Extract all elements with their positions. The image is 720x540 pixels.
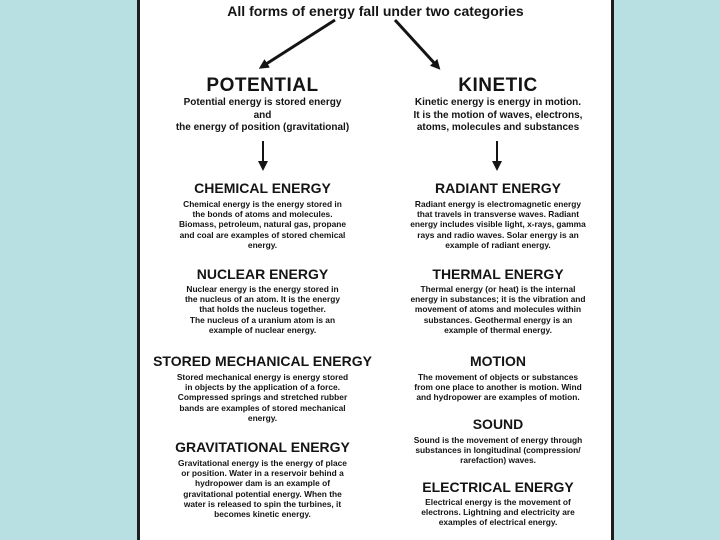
text-line: bands are examples of stored mechanical: [179, 402, 346, 413]
sound-heading: SOUND: [472, 416, 524, 432]
text-line: Chemical energy is the energy stored in: [183, 199, 342, 209]
text-line: substances. Geothermal energy is an: [423, 314, 573, 325]
diagram-sheet: [137, 0, 614, 540]
text-line: movement of atoms and molecules within: [414, 304, 582, 315]
text-line: and coal are examples of stored chemical: [179, 229, 346, 240]
thermal-energy-text: [385, 284, 611, 335]
text-line: from one place to another is motion. Wind: [414, 382, 582, 393]
gravitational-energy-text: [140, 458, 385, 519]
text-line: rarefaction) waves.: [460, 455, 536, 466]
text-line: Sound is the movement of energy through: [413, 435, 583, 445]
text-line: electrons. Lightning and electricity are: [421, 507, 575, 518]
text-line: energy.: [247, 239, 278, 250]
text-line: water is released to spin the turbines, it: [183, 498, 342, 509]
electrical-energy-text: [385, 497, 611, 528]
text-line: Nuclear energy is the energy stored in: [186, 284, 339, 294]
text-line: hydropower dam is an example of: [195, 478, 330, 489]
potential-desc-line: and: [253, 109, 272, 121]
nuclear-energy-text: [140, 284, 385, 335]
sound-text: [385, 435, 611, 466]
chemical-energy-heading: CHEMICAL ENERGY: [194, 180, 331, 196]
text-line: that holds the nucleus together.: [199, 304, 326, 315]
text-line: gravitational potential energy. When the: [183, 488, 342, 499]
text-line: The movement of objects or substances: [417, 372, 579, 382]
kinetic-desc-line: atoms, molecules and substances: [416, 122, 580, 133]
text-line: Compressed springs and stretched rubber: [177, 392, 348, 403]
kinetic-description: [385, 97, 611, 135]
text-line: energy includes visible light, x-rays, gamma: [410, 219, 586, 230]
text-line: or position. Water in a reservoir behind a: [181, 468, 344, 479]
kinetic-heading: KINETIC: [458, 75, 538, 96]
text-line: the nucleus of an atom. It is the energy: [185, 294, 340, 305]
text-line: example of radiant energy.: [445, 239, 551, 250]
text-line: Thermal energy (or heat) is the internal: [420, 284, 576, 294]
radiant-energy-text: [385, 199, 611, 250]
text-line: The nucleus of a uranium atom is an: [189, 314, 336, 325]
potential-desc-line: the energy of position (gravitational): [175, 122, 350, 133]
radiant-energy-heading: RADIANT ENERGY: [434, 180, 561, 196]
text-line: Electrical energy is the movement of: [425, 497, 571, 507]
text-line: becomes kinetic energy.: [214, 509, 311, 520]
kinetic-desc-line: Kinetic energy is energy in motion.: [414, 97, 582, 108]
arrow-to-kinetic: [395, 20, 437, 66]
motion-text: [385, 372, 611, 403]
text-line: and hydropower are examples of motion.: [416, 392, 580, 403]
text-line: example of nuclear energy.: [208, 324, 317, 335]
diagram-title: All forms of energy fall under two categories: [227, 3, 524, 19]
text-line: energy in substances; it is the vibration and: [410, 294, 586, 305]
text-line: in objects by the application of a force.: [185, 382, 340, 393]
text-line: Radiant energy is electromagnetic energy: [414, 199, 582, 209]
text-line: example of thermal energy.: [444, 324, 552, 335]
potential-heading: POTENTIAL: [206, 75, 319, 96]
text-line: Gravitational energy is the energy of place: [178, 458, 347, 468]
motion-heading: MOTION: [470, 353, 526, 369]
kinetic-desc-line: It is the motion of waves, electrons,: [413, 109, 583, 121]
stored-mechanical-energy-text: [140, 372, 385, 423]
potential-desc-line: Potential energy is stored energy: [183, 97, 342, 108]
chemical-energy-text: [140, 199, 385, 250]
text-line: that travels in transverse waves. Radiant: [417, 209, 579, 220]
nuclear-energy-heading: NUCLEAR ENERGY: [196, 266, 329, 282]
arrow-to-potential: [263, 20, 335, 66]
electrical-energy-heading: ELECTRICAL ENERGY: [422, 479, 574, 495]
text-line: energy.: [247, 412, 278, 423]
thermal-energy-heading: THERMAL ENERGY: [432, 266, 564, 282]
text-line: substances in longitudinal (compression/: [415, 445, 581, 456]
gravitational-energy-heading: GRAVITATIONAL ENERGY: [175, 439, 350, 455]
text-line: the bonds of atoms and molecules.: [192, 209, 333, 220]
stored-mechanical-energy-heading: STORED MECHANICAL ENERGY: [153, 353, 372, 369]
text-line: rays and radio waves. Solar energy is an: [417, 229, 579, 240]
text-line: Biomass, petroleum, natural gas, propane: [178, 219, 347, 230]
text-line: Stored mechanical energy is energy stored: [176, 372, 349, 382]
potential-description: [140, 97, 385, 135]
text-line: examples of electrical energy.: [438, 517, 558, 528]
